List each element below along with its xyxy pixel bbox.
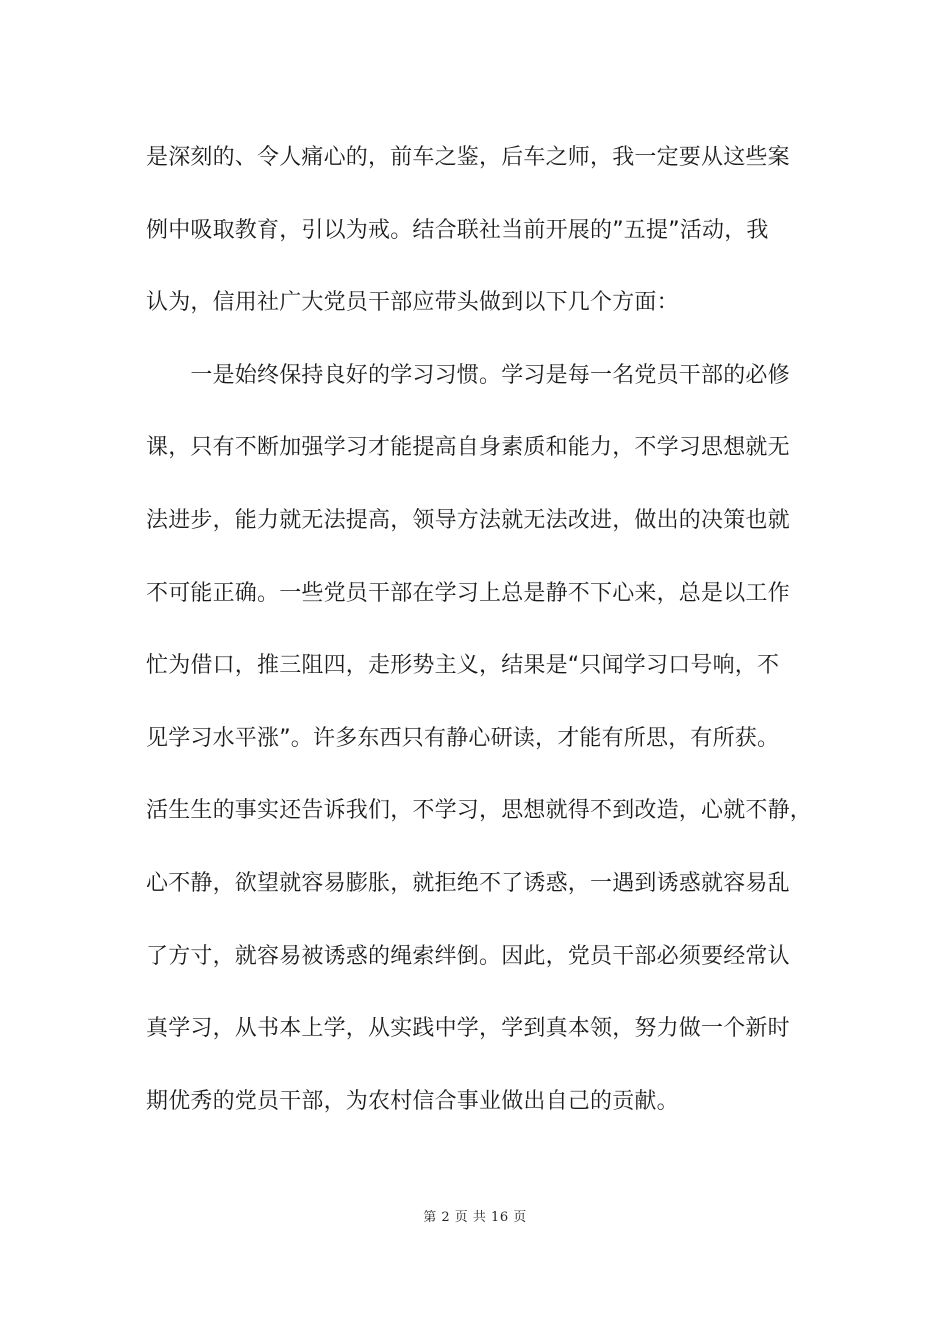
text-line: 例中吸取教育，引以为戒。结合联社当前开展的”五提”活动，我 [146, 217, 769, 243]
text-line: 心不静，欲望就容易膨胀，就拒绝不了诱惑，一遇到诱惑就容易乱 [146, 870, 790, 896]
text-line: 见学习水平涨”。许多东西只有静心研读，才能有所思，有所获。 [146, 725, 780, 751]
text-line: 课，只有不断加强学习才能提高自身素质和能力，不学习思想就无 [146, 435, 790, 461]
body-text [146, 132, 846, 1148]
text-line: 认为，信用社广大党员干部应带头做到以下几个方面： [146, 290, 679, 316]
text-line: 忙为借口，推三阻四，走形势主义，结果是“只闻学习口号响，不 [146, 653, 780, 679]
text-line: 期优秀的党员干部，为农村信合事业做出自己的贡献。 [146, 1088, 679, 1114]
text-line: 不可能正确。一些党员干部在学习上总是静不下心来，总是以工作 [146, 580, 790, 606]
text-line: 了方寸，就容易被诱惑的绳索绊倒。因此，党员干部必须要经常认 [146, 943, 790, 969]
text-line: 活生生的事实还告诉我们，不学习，思想就得不到改造，心就不静， [146, 798, 813, 824]
text-line: 是深刻的、令人痛心的，前车之鉴，后车之师，我一定要从这些案 [146, 145, 790, 170]
page-number-footer: 第 2 页 共 16 页 [423, 1210, 527, 1225]
text-line: 法进步，能力就无法提高，领导方法就无法改进，做出的决策也就 [146, 507, 790, 533]
text-line: 真学习，从书本上学，从实践中学，学到真本领，努力做一个新时 [146, 1016, 790, 1042]
paragraph-start-line: 一是始终保持良好的学习习惯。学习是每一名党员干部的必修 [146, 362, 790, 388]
